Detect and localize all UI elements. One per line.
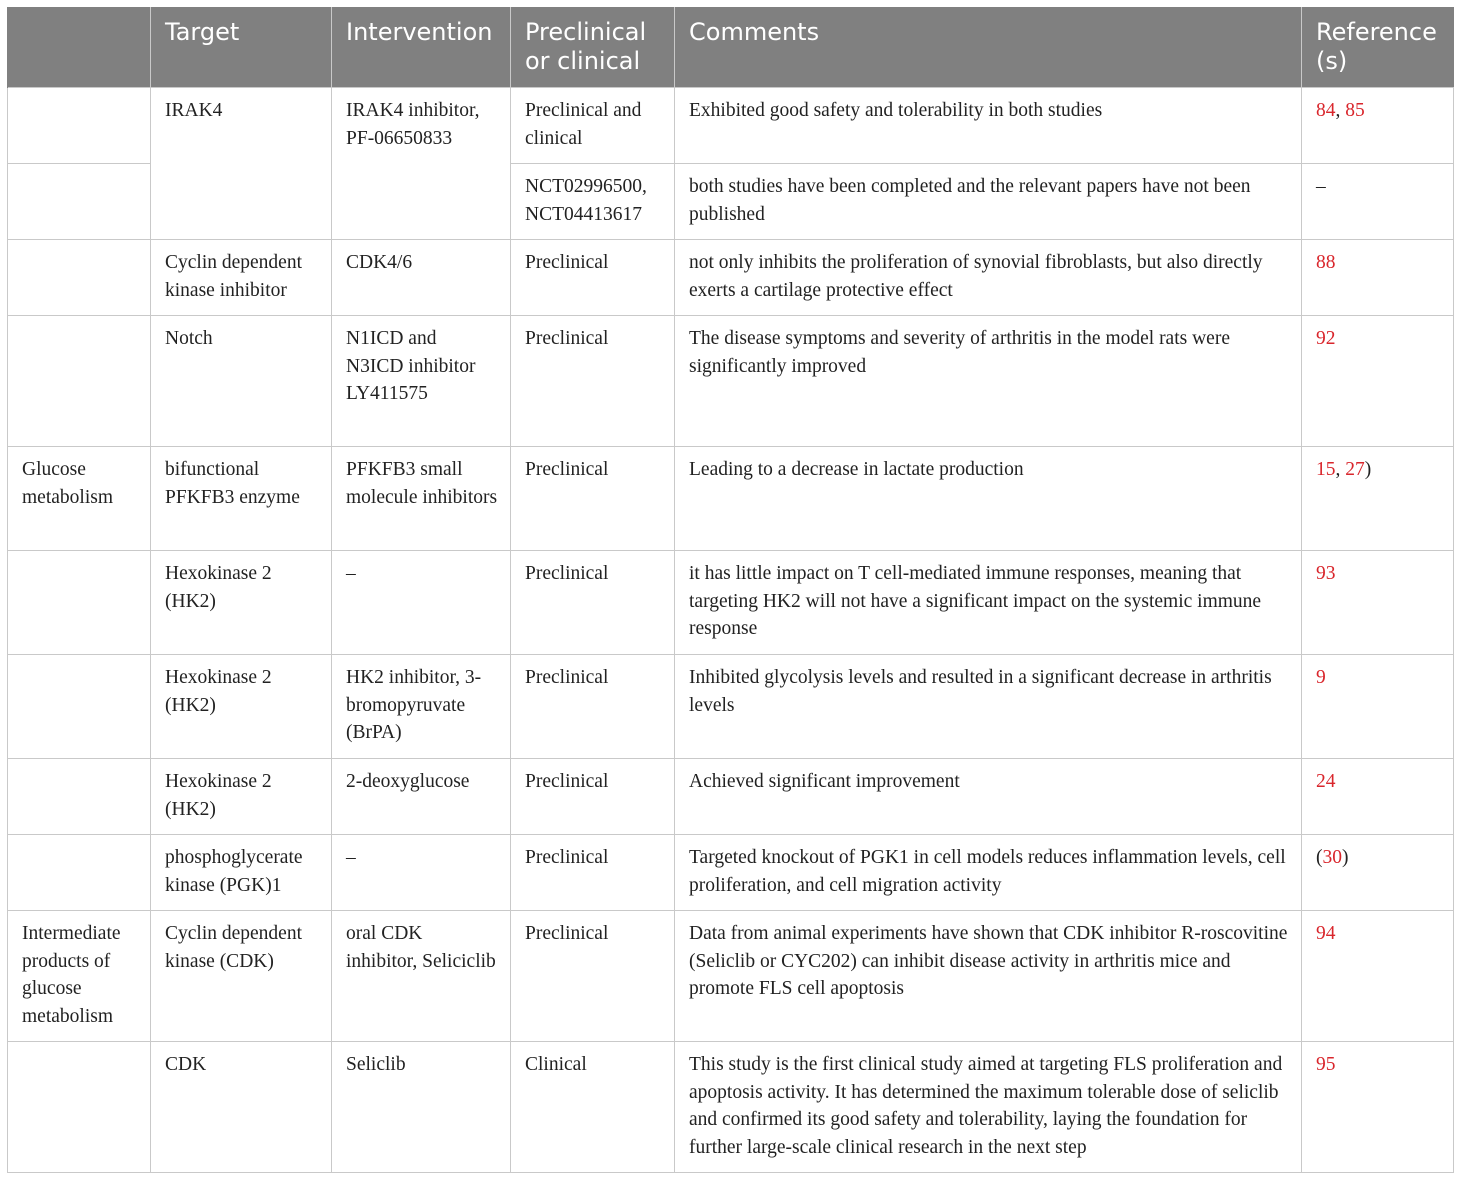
table-container	[7, 7, 1453, 1173]
header-intervention: Intervention	[332, 7, 511, 88]
target-cell: Cyclin dependent kinase (CDK)	[151, 911, 332, 1042]
table-row	[8, 835, 1454, 911]
intervention-cell: IRAK4 inhibitor, PF-06650833	[332, 88, 511, 240]
phase-cell: Clinical	[511, 1042, 675, 1173]
reference-link[interactable]: 84	[1316, 100, 1336, 121]
intervention-cell: oral CDK inhibitor, Seliciclib	[332, 911, 511, 1042]
category-cell	[8, 316, 151, 447]
reference-link[interactable]: 15	[1316, 459, 1336, 480]
reference-link[interactable]: 95	[1316, 1054, 1336, 1075]
intervention-cell: N1ICD and N3ICD inhibitor LY411575	[332, 316, 511, 447]
comments-cell: The disease symptoms and severity of arthritis in the model rats were significantly improved	[675, 316, 1302, 447]
table-row	[8, 551, 1454, 655]
target-cell: phosphoglycerate kinase (PGK)1	[151, 835, 332, 911]
target-cell: Cyclin dependent kinase inhibitor	[151, 240, 332, 316]
comments-cell: This study is the first clinical study aimed at targeting FLS proliferation and apoptosis activity. It has determined the maximum tolerable dose of seliclib and confirmed its good safety and tolerability, laying the foundation for further large-scale clinical research in the next step	[675, 1042, 1302, 1173]
reference-link[interactable]: 94	[1316, 923, 1336, 944]
comments-cell: Achieved significant improvement	[675, 759, 1302, 835]
intervention-cell: –	[332, 835, 511, 911]
reference-cell: –	[1302, 164, 1454, 240]
data-table	[7, 7, 1454, 1173]
phase-cell: Preclinical	[511, 911, 675, 1042]
reference-cell: 84, 85	[1302, 88, 1454, 164]
intervention-cell: Seliclib	[332, 1042, 511, 1173]
phase-cell: Preclinical	[511, 316, 675, 447]
intervention-cell: PFKFB3 small molecule inhibitors	[332, 447, 511, 551]
phase-cell: Preclinical and clinical	[511, 88, 675, 164]
comments-cell: both studies have been completed and the relevant papers have not been published	[675, 164, 1302, 240]
table-row	[8, 655, 1454, 759]
category-cell	[8, 240, 151, 316]
table-row	[8, 1042, 1454, 1173]
target-cell: bifunctional PFKFB3 enzyme	[151, 447, 332, 551]
header-references: Reference (s)	[1302, 7, 1454, 88]
reference-link[interactable]: 24	[1316, 771, 1336, 792]
reference-cell: (30)	[1302, 835, 1454, 911]
table-row	[8, 316, 1454, 447]
phase-cell: Preclinical	[511, 240, 675, 316]
table-row	[8, 88, 1454, 164]
phase-cell: Preclinical	[511, 447, 675, 551]
reference-cell	[1302, 759, 1454, 835]
header-category	[8, 7, 151, 88]
comments-cell: Targeted knockout of PGK1 in cell models reduces inflammation levels, cell proliferation, and cell migration activity	[675, 835, 1302, 911]
reference-link[interactable]: 88	[1316, 252, 1336, 273]
phase-cell: Preclinical	[511, 655, 675, 759]
intervention-cell: HK2 inhibitor, 3-bromopyruvate (BrPA)	[332, 655, 511, 759]
reference-cell	[1302, 240, 1454, 316]
intervention-cell: 2-deoxyglucose	[332, 759, 511, 835]
comments-cell: Exhibited good safety and tolerability in both studies	[675, 88, 1302, 164]
comments-cell: it has little impact on T cell-mediated immune responses, meaning that targeting HK2 will not have a significant impact on the systemic immune response	[675, 551, 1302, 655]
category-cell: Intermediate products of glucose metabolism	[8, 911, 151, 1042]
reference-link[interactable]: 93	[1316, 563, 1336, 584]
comments-cell: Inhibited glycolysis levels and resulted in a significant decrease in arthritis levels	[675, 655, 1302, 759]
phase-cell: Preclinical	[511, 759, 675, 835]
reference-cell	[1302, 551, 1454, 655]
header-comments: Comments	[675, 7, 1302, 88]
category-cell: Glucose metabolism	[8, 447, 151, 551]
reference-cell	[1302, 316, 1454, 447]
target-cell: Hexokinase 2 (HK2)	[151, 655, 332, 759]
category-cell	[8, 1042, 151, 1173]
reference-cell	[1302, 1042, 1454, 1173]
target-cell: Hexokinase 2 (HK2)	[151, 551, 332, 655]
category-cell	[8, 551, 151, 655]
header-row	[8, 7, 1454, 88]
category-cell	[8, 759, 151, 835]
phase-cell: Preclinical	[511, 551, 675, 655]
table-row	[8, 759, 1454, 835]
reference-link[interactable]: 30	[1322, 847, 1342, 868]
target-cell: Notch	[151, 316, 332, 447]
category-cell	[8, 835, 151, 911]
target-cell: CDK	[151, 1042, 332, 1173]
reference-link[interactable]: 85	[1345, 100, 1365, 121]
table-row	[8, 240, 1454, 316]
category-cell	[8, 164, 151, 240]
intervention-cell: –	[332, 551, 511, 655]
category-cell	[8, 655, 151, 759]
header-phase: Preclinical or clinical	[511, 7, 675, 88]
header-target: Target	[151, 7, 332, 88]
table-row	[8, 447, 1454, 551]
reference-cell	[1302, 655, 1454, 759]
reference-cell: 15, 27)	[1302, 447, 1454, 551]
target-cell: IRAK4	[151, 88, 332, 240]
comments-cell: Leading to a decrease in lactate production	[675, 447, 1302, 551]
reference-link[interactable]: 9	[1316, 667, 1326, 688]
intervention-cell: CDK4/6	[332, 240, 511, 316]
target-cell: Hexokinase 2 (HK2)	[151, 759, 332, 835]
reference-link[interactable]: 92	[1316, 328, 1336, 349]
table-row	[8, 911, 1454, 1042]
reference-cell	[1302, 911, 1454, 1042]
phase-cell: NCT02996500, NCT04413617	[511, 164, 675, 240]
category-cell	[8, 88, 151, 164]
reference-link[interactable]: 27	[1345, 459, 1365, 480]
phase-cell: Preclinical	[511, 835, 675, 911]
comments-cell: Data from animal experiments have shown that CDK inhibitor R-roscovitine (Seliclib or CYC202) can inhibit disease activity in arthritis mice and promote FLS cell apoptosis	[675, 911, 1302, 1042]
comments-cell: not only inhibits the proliferation of synovial fibroblasts, but also directly exerts a cartilage protective effect	[675, 240, 1302, 316]
